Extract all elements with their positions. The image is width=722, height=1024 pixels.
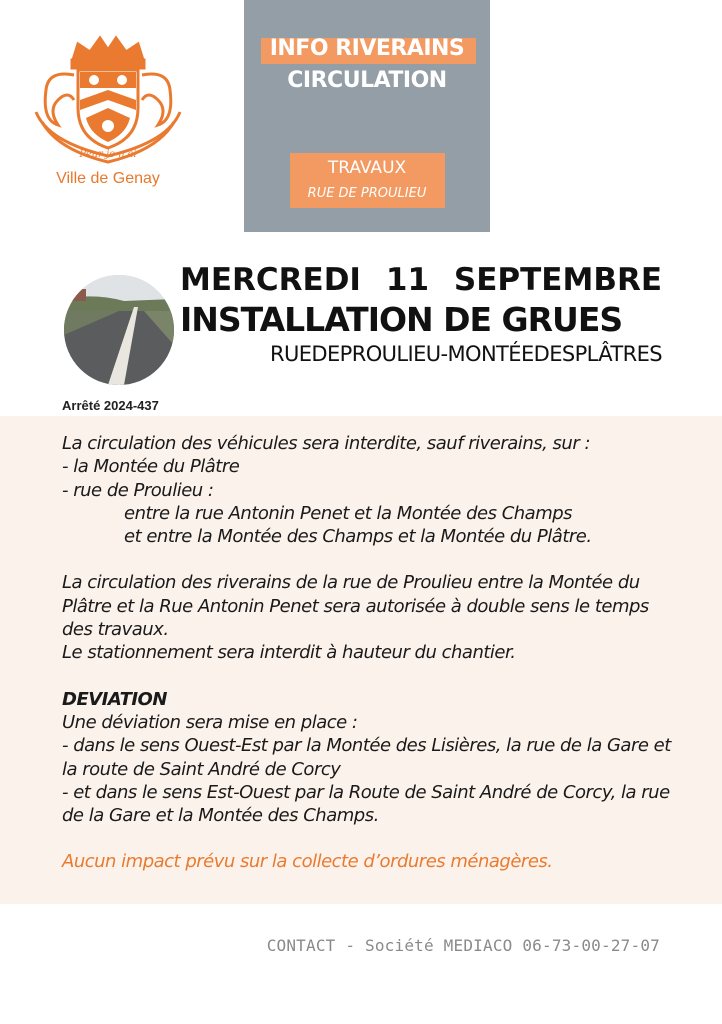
deviation-west-east: - dans le sens Ouest-Est par la Montée des Lisières, la rue de la Gare et la route de Saint André de Corcy <box>62 735 671 780</box>
deviation-title: DEVIATION <box>62 688 167 710</box>
residents-traffic: La circulation des riverains de la rue de Proulieu entre la Montée du Plâtre et la Rue Antonin Penet sera autorisée à double sens le temps des travaux. <box>62 572 649 641</box>
logo-motto: Peur je n'ai <box>79 149 137 160</box>
restriction-item: - la Montée du Plâtre <box>62 456 240 478</box>
city-logo <box>28 30 188 200</box>
restriction-subitem: entre la rue Antonin Penet et la Montée des Champs <box>124 502 573 524</box>
headline-title: INSTALLATION DE GRUES <box>180 300 623 339</box>
waste-collection-note: Aucun impact prévu sur la collecte d’ordures ménagères. <box>62 851 553 873</box>
header-title: INFO RIVERAINS <box>269 36 465 61</box>
road-photo <box>64 275 174 385</box>
headline-daynum: 11 <box>385 262 430 298</box>
parking-notice: Le stationnement sera interdit à hauteur du chantier. <box>62 642 516 664</box>
decree-number: Arrêté 2024-437 <box>62 398 159 413</box>
header-subtitle: CIRCULATION <box>287 68 447 93</box>
restriction-intro: La circulation des véhicules sera interdite, sauf riverains, sur : <box>62 433 591 454</box>
coat-of-arms-icon <box>28 30 188 170</box>
deviation-east-west: - et dans le sens Est-Ouest par la Route de Saint André de Corcy, la rue de la Gare et la Montée des Champs. <box>62 781 670 827</box>
city-name: Ville de Genay <box>56 170 160 187</box>
works-tag-title: TRAVAUX <box>327 158 407 178</box>
deviation-intro: Une déviation sera mise en place : <box>62 711 358 733</box>
contact-line: CONTACT - Société MEDIACO 06-73-00-27-07 <box>266 936 660 955</box>
restriction-subitem: et entre la Montée des Champs et la Montée du Plâtre. <box>124 526 592 548</box>
headline-location: RUEDEPROULIEU-MONTÉEDESPLÂTRES <box>269 342 662 366</box>
restriction-item: - rue de Proulieu : <box>62 479 214 501</box>
headline-day: MERCREDI <box>180 262 361 298</box>
headline-date <box>180 262 662 298</box>
headline-month: SEPTEMBRE <box>453 262 662 298</box>
notice-body <box>62 432 682 874</box>
header-box <box>244 0 490 232</box>
works-tag-street: RUE DE PROULIEU <box>307 186 427 201</box>
